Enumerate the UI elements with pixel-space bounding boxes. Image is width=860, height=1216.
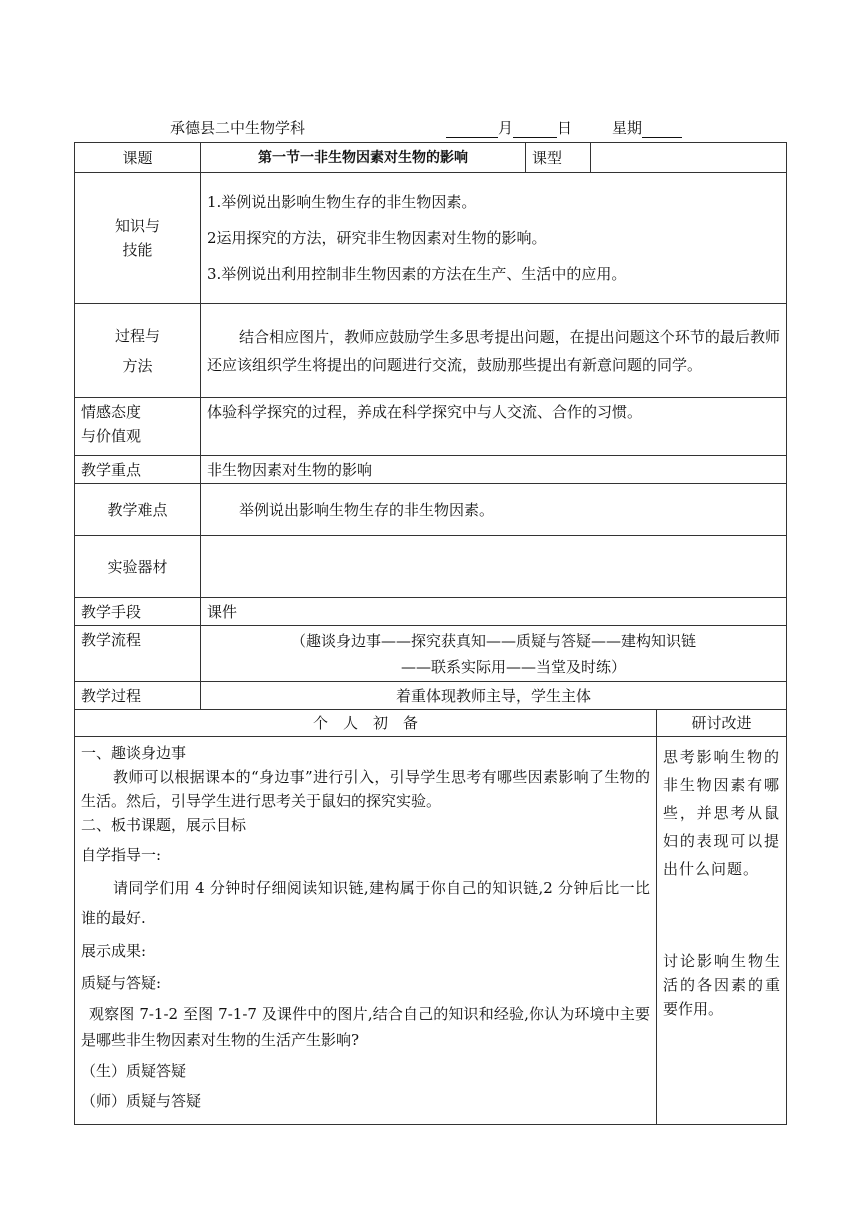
difficulty-row <box>75 484 787 536</box>
day-blank[interactable] <box>513 121 557 138</box>
main-line: 一、趣谈身边事 <box>81 744 187 762</box>
main-line: 教师可以根据课本的“身边事”进行引入，引导学生思考有哪些因素影响了生物的生活。然后，引导学生进行思考关于鼠妇的探究实验。 <box>81 768 650 810</box>
flow-content <box>201 626 787 682</box>
main-line: 质疑与答疑: <box>81 974 162 992</box>
main-line: 二、板书课题，展示目标 <box>81 816 247 834</box>
main-line: （生）质疑答疑 <box>81 1062 187 1080</box>
process-content <box>201 304 787 398</box>
topic-value: 第一节一非生物因素对生物的影响 <box>201 143 526 173</box>
page-header <box>0 117 860 141</box>
flow-line-2: ——联系实际用——当堂及时练） <box>400 657 626 676</box>
type-label: 课型 <box>526 143 591 173</box>
emotion-label-line-1: 情感态度 <box>81 403 142 421</box>
discussion-header: 研讨改进 <box>657 710 787 737</box>
equipment-row <box>75 536 787 598</box>
difficulty-label: 教学难点 <box>75 484 201 536</box>
side-note-1: 思考影响生物的非生物因素有哪些，并思考从鼠妇的表现可以提出什么问题。 <box>663 748 780 878</box>
side-spacer <box>663 883 780 949</box>
main-line: 自学指导一: <box>81 846 162 864</box>
month-blank[interactable] <box>446 121 498 138</box>
date-field <box>446 117 572 138</box>
knowledge-item: 3.举例说出利用控制非生物因素的方法在生产、生活中的应用。 <box>207 265 627 283</box>
process-label <box>75 304 201 398</box>
knowledge-row <box>75 173 787 304</box>
focus-label: 教学重点 <box>75 456 201 484</box>
weekday-blank[interactable] <box>642 121 682 138</box>
equipment-label: 实验器材 <box>75 536 201 598</box>
topic-label: 课题 <box>75 143 201 173</box>
procedure-label: 教学过程 <box>75 682 201 710</box>
difficulty-content: 举例说出影响生物生存的非生物因素。 <box>201 484 787 536</box>
process-text: 结合相应图片，教师应鼓励学生多思考提出问题，在提出问题这个环节的最后教师还应该组织学生将提出的问题进行交流，鼓励那些提出有新意问题的同学。 <box>207 327 780 374</box>
procedure-row <box>75 682 787 710</box>
main-line: （师）质疑与答疑 <box>81 1092 202 1110</box>
weekday-field <box>612 117 682 138</box>
means-label: 教学手段 <box>75 598 201 626</box>
process-label-line-1: 过程与 <box>114 326 160 345</box>
topic-row <box>75 143 787 173</box>
emotion-label <box>75 398 201 456</box>
discussion-notes <box>657 737 787 1125</box>
knowledge-content <box>201 173 787 304</box>
teaching-content-row <box>75 737 787 1125</box>
procedure-content: 着重体现教师主导，学生主体 <box>201 682 787 710</box>
knowledge-item: 2运用探究的方法，研究非生物因素对生物的影响。 <box>207 229 547 247</box>
emotion-row <box>75 398 787 456</box>
means-content: 课件 <box>201 598 787 626</box>
process-label-line-2: 方法 <box>122 356 153 375</box>
emotion-content: 体验科学探究的过程，养成在科学探究中与人交流、合作的习惯。 <box>201 398 787 456</box>
personal-prep-header: 个 人 初 备 <box>75 710 657 737</box>
knowledge-label-line-2: 技能 <box>122 241 153 259</box>
main-line: 展示成果: <box>81 942 147 960</box>
means-row <box>75 598 787 626</box>
main-line: 观察图 7-1-2 至图 7-1-7 及课件中的图片,结合自己的知识和经验,你认为环境中主要是哪些非生物因素对生物的生活产生影响? <box>81 1005 650 1049</box>
flow-label: 教学流程 <box>75 626 201 682</box>
flow-line-1: （趣谈身边事——探究获真知——质疑与答疑——建构知识链 <box>290 631 696 650</box>
main-line: 请同学们用 4 分钟时仔细阅读知识链,建构属于你自己的知识链,2 分钟后比一比谁的最好. <box>81 879 650 927</box>
process-row <box>75 304 787 398</box>
focus-row <box>75 456 787 484</box>
personal-prep-content <box>75 737 657 1125</box>
weekday-label: 星期 <box>612 119 643 137</box>
side-note-2: 讨论影响生物生活的各因素的重要作用。 <box>663 952 780 1018</box>
school-subject: 承德县二中生物学科 <box>170 119 306 137</box>
type-value[interactable] <box>591 143 787 173</box>
emotion-label-line-2: 与价值观 <box>81 427 142 445</box>
focus-content: 非生物因素对生物的影响 <box>201 456 787 484</box>
day-label: 日 <box>557 119 573 137</box>
lesson-plan-table <box>74 142 787 1125</box>
section-header-row <box>75 710 787 737</box>
knowledge-label-line-1: 知识与 <box>114 217 160 235</box>
month-label: 月 <box>498 119 514 137</box>
knowledge-item: 1.举例说出影响生物生存的非生物因素。 <box>207 193 477 211</box>
knowledge-label <box>75 173 201 304</box>
flow-row <box>75 626 787 682</box>
equipment-content <box>201 536 787 598</box>
